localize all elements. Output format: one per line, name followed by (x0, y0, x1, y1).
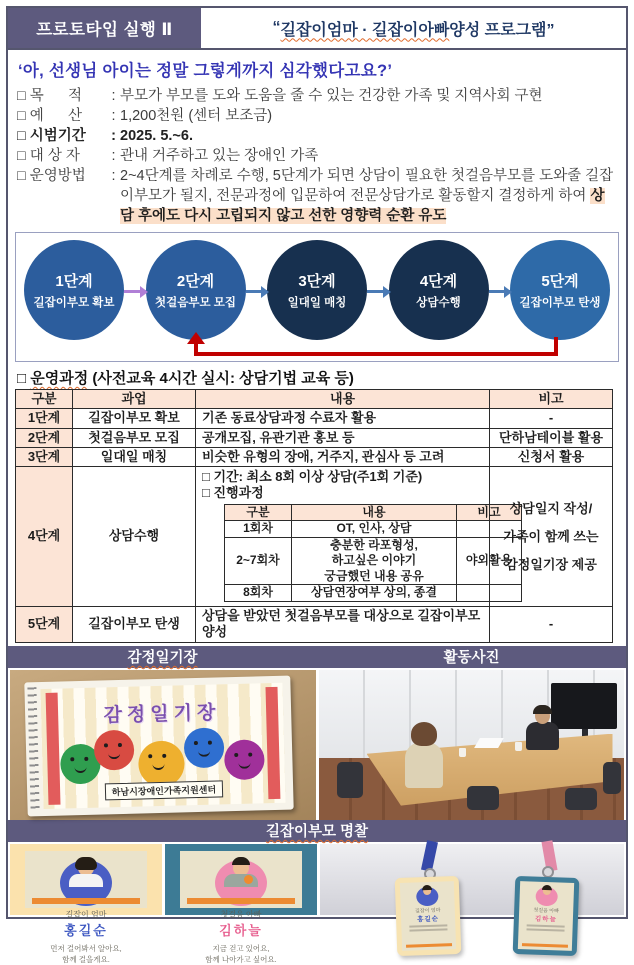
lanyard (421, 840, 438, 872)
photo-row-bottom (8, 842, 626, 964)
photo-header-bar (8, 646, 626, 668)
mouth-shape (108, 751, 120, 759)
info-text (120, 166, 617, 226)
task-cell: 길잡이부모 탄생 (73, 607, 196, 643)
table-row-stage4 (16, 467, 613, 607)
colon: : (111, 128, 116, 144)
flow-label: 길잡이부모 탄생 (519, 297, 601, 309)
text-line (527, 928, 565, 931)
note-line: 감정일기장 제공 (505, 556, 597, 572)
diary-cover-title: 감정일기장 (103, 701, 221, 726)
badge-accent-bar (406, 943, 452, 948)
avatar-head (423, 886, 431, 894)
note-cell: 단하남테이블 활용 (490, 428, 613, 447)
page-title (201, 8, 626, 48)
stage-cell: 4단계 (16, 467, 73, 607)
content-cell (196, 467, 513, 607)
heading-rest: (사전교육 4시간 실시: 상담기법 교육 등) (88, 370, 354, 387)
colon: : (111, 88, 116, 104)
method-text: 2~4단계를 차례로 수행, 5단계가 되면 상담이 필요한 첫걸음부모를 도와줄 길잡이부모가 될지, 전문과정에 입문하여 전문상담가로 활동할지 결정하게 하여 (120, 168, 614, 204)
eye-dot (234, 752, 238, 756)
orange-ball-icon (244, 875, 253, 884)
note-cell: - (490, 409, 613, 428)
colon: : (111, 168, 116, 184)
info-label: □ 운영방법 (17, 168, 86, 184)
badge-card-dad (165, 844, 317, 964)
badge-name: 김하늘 (219, 922, 263, 938)
note-cell (490, 467, 613, 607)
avatar-shoulders (69, 874, 103, 887)
badge-message-line: 지금 걷고 있어요, (212, 943, 270, 953)
col-header: 구분 (16, 390, 73, 409)
header-tag: 프로토타입 실행 Ⅱ (8, 8, 201, 48)
content-cell: 공개모집, 유관기관 홍보 등 (196, 428, 490, 447)
badge-name: 김하늘 (534, 915, 557, 923)
paper-cup (459, 748, 466, 757)
badge-accent-bar (522, 943, 568, 948)
flow-step-4 (389, 240, 489, 340)
badge-role: 첫걸음 아빠 (220, 909, 262, 919)
col-header: 비고 (490, 390, 613, 409)
content-line: 충분한 라포형성, (330, 537, 418, 552)
eye-dot (118, 743, 122, 747)
badge-message-line: 함께 나아가고 싶어요. (205, 954, 277, 964)
table-header-row (225, 504, 522, 521)
emotion-faces (59, 726, 266, 789)
flow-step-1 (24, 240, 124, 340)
office-chair (337, 762, 363, 798)
col-header: 내용 (292, 504, 457, 521)
badge-name: 홍길순 (64, 922, 108, 938)
info-row-target (17, 146, 617, 166)
note-cell: 야외활용 (457, 537, 522, 585)
feedback-arrow-head-icon (187, 332, 205, 344)
content-line: □ 진행과정 (202, 485, 264, 501)
content-line: 하고싶은 이야기 (331, 553, 417, 568)
task-cell: 상담수행 (73, 467, 196, 607)
session-cell: 8회차 (225, 585, 292, 602)
page-header (8, 8, 626, 50)
hanging-badges-photo (320, 844, 624, 923)
office-chair (565, 788, 597, 810)
flow-stage: 5단계 (541, 273, 579, 290)
activity-section-title (317, 646, 626, 667)
badge-accent-bar (187, 898, 295, 904)
person-figure (405, 742, 443, 788)
content-cell: 상담연장여부 상의, 종결 (292, 585, 457, 602)
content-line: 궁금했던 내용 공유 (324, 568, 424, 583)
emotion-face (224, 739, 265, 780)
task-cell: 일대일 매칭 (73, 447, 196, 466)
info-row-period (17, 126, 617, 146)
avatar-hair (422, 884, 432, 889)
flow-step-3 (267, 240, 367, 340)
content-cell: 비슷한 유형의 장애, 거주지, 관심사 등 고려 (196, 447, 490, 466)
table-header-row (16, 390, 613, 409)
session-table (224, 504, 522, 603)
info-row-purpose (17, 86, 617, 106)
avatar-hair (75, 857, 97, 870)
avatar (535, 886, 558, 906)
stage-cell: 5단계 (16, 607, 73, 643)
emotion-face (183, 727, 224, 768)
mouth-shape (152, 761, 164, 769)
spiral-binding (27, 687, 39, 811)
arrow-right-icon (246, 290, 268, 293)
photo-section (8, 646, 626, 964)
section-title-text: 길잡이부모 명찰 (265, 824, 369, 841)
stage-cell: 1단계 (16, 409, 73, 428)
info-row-method (17, 166, 617, 226)
flow-label: 일대일 매칭 (287, 297, 347, 309)
mouth-shape (198, 748, 210, 756)
arrow-right-icon (489, 290, 511, 293)
stage-cell: 3단계 (16, 447, 73, 466)
emotion-face (93, 729, 134, 770)
info-row-budget (17, 106, 617, 126)
info-label: □ 대 상 자 (17, 148, 80, 164)
section-title-text: 활동사진 (443, 650, 500, 667)
title-main: 길잡이엄마 · 길잡이아빠 (280, 21, 450, 39)
paper-cup (515, 742, 522, 751)
avatar-head (543, 886, 551, 894)
arrow-right-icon (124, 290, 146, 293)
task-cell: 첫걸음부모 모집 (73, 428, 196, 447)
flow-stage: 4단계 (419, 273, 458, 290)
info-text: 2025. 5.~6. (120, 128, 193, 144)
badge-message-line: 함께 걸을게요. (62, 954, 110, 964)
diary-photo (10, 670, 316, 820)
eye-dot (70, 757, 74, 761)
text-line (409, 924, 447, 927)
person-figure (533, 705, 552, 714)
stage-cell: 2단계 (16, 428, 73, 447)
avatar-hair (232, 857, 250, 865)
table-row (225, 521, 522, 538)
eye-dot (162, 753, 166, 757)
document-page (6, 6, 628, 964)
table-row (225, 537, 522, 585)
flow-label: 길잡이부모 확보 (33, 297, 115, 309)
badge-message (180, 943, 302, 965)
flow-steps (16, 233, 618, 340)
title-open-quote: “ (272, 19, 281, 36)
badge-name: 홍길순 (417, 915, 440, 923)
badge-message-line: 먼저 걸어봐서 알아요, (50, 943, 122, 953)
eye-dot (208, 740, 212, 744)
table-row (16, 409, 613, 428)
note-line: 가족이 함께 쓰는 (503, 528, 599, 544)
badge-inner-card (180, 851, 302, 964)
table-row (16, 447, 613, 466)
quote-text: ‘아, 선생님 아이는 정말 그렇게까지 심각했다고요?’ (18, 62, 393, 80)
col-header: 과업 (73, 390, 196, 409)
info-label: □ 시범기간 (17, 128, 86, 144)
content-cell (292, 537, 457, 585)
content-cell: OT, 인사, 상담 (292, 521, 457, 538)
method-highlight: 상담 후에도 다시 고립되지 않고 선한 영향력 순환 유도 (120, 188, 605, 224)
photo-row-top (8, 668, 626, 820)
person-figure (411, 722, 437, 746)
heading-prefix: □ (17, 370, 31, 387)
paper-sheet (474, 738, 504, 748)
flow-label: 첫걸음부모 모집 (155, 297, 236, 309)
badge-accent-bar (32, 898, 140, 904)
task-cell: 길잡이부모 확보 (73, 409, 196, 428)
badge-section-title (8, 820, 626, 841)
eye-dot (104, 743, 108, 747)
office-chair (467, 786, 499, 810)
col-header: 비고 (457, 504, 522, 521)
section-title-text: 감정일기장 (127, 650, 198, 667)
eye-dot (248, 752, 252, 756)
mouth-shape (238, 760, 250, 768)
mouth-shape (74, 764, 86, 772)
activity-photo (319, 670, 625, 820)
avatar-shoulders (224, 874, 258, 887)
feedback-arrow-segment (194, 352, 558, 356)
colon: : (111, 108, 116, 124)
badge-message (25, 943, 147, 965)
badge-inner-card (400, 881, 456, 951)
flow-stage: 1단계 (55, 273, 93, 290)
avatar (416, 886, 439, 906)
info-label: □ 예 산 (17, 108, 82, 124)
info-label: □ 목 적 (17, 88, 82, 104)
note-cell: - (490, 607, 613, 643)
col-header: 내용 (196, 390, 490, 409)
title-rest: 양성 프로그램” (449, 21, 555, 39)
office-chair (603, 762, 621, 794)
table-row (16, 607, 613, 643)
colon: : (111, 148, 116, 164)
badge-role: 첫걸음 아빠 (533, 907, 560, 915)
info-text: 1,200천원 (센터 보조금) (120, 108, 273, 124)
hanging-badge-mom (395, 875, 462, 955)
content-cell: 기존 동료상담과정 수료자 활용 (196, 409, 490, 428)
text-line (527, 924, 565, 927)
badge-clip (542, 866, 554, 878)
table-row (16, 428, 613, 447)
flow-label: 상담수행 (416, 297, 461, 309)
flow-step-2 (146, 240, 246, 340)
diary-notebook (24, 675, 293, 816)
badge-role: 길잡이 엄마 (65, 909, 107, 919)
session-cell: 1회차 (225, 521, 292, 538)
content-cell: 상담을 받았던 첫걸음부모를 대상으로 길잡이부모 양성 (196, 607, 490, 643)
flow-stage: 3단계 (298, 273, 336, 290)
info-text: 부모가 부모를 도와 도움을 줄 수 있는 건강한 가족 및 지역사회 구현 (120, 88, 543, 104)
session-cell: 2~7회차 (225, 537, 292, 585)
info-text: 관내 거주하고 있는 장애인 가족 (120, 148, 319, 164)
emotion-face (138, 740, 185, 787)
process-flow-diagram (15, 232, 619, 362)
col-header: 구분 (225, 504, 292, 521)
feedback-arrow-segment (194, 343, 198, 355)
eye-dot (194, 741, 198, 745)
avatar-hair (542, 884, 552, 889)
note-cell: 신청서 활용 (490, 447, 613, 466)
heading-word: 운영과정 (30, 370, 89, 387)
person-figure (526, 722, 559, 750)
text-line (410, 928, 448, 931)
note-line: 상담일지 작성/ (509, 500, 593, 516)
diary-section-title (8, 646, 317, 667)
info-list (8, 83, 626, 227)
tv-screen (551, 683, 617, 729)
notebook-cover (40, 682, 285, 808)
badge-inner-card (25, 851, 147, 964)
flow-stage: 2단계 (176, 273, 215, 290)
table-heading (17, 367, 617, 388)
badge-header-bar (8, 820, 626, 842)
process-table (15, 389, 613, 643)
flow-step-5 (510, 240, 610, 340)
badge-inner-card (518, 881, 574, 951)
content-line: □ 기간: 최소 8회 이상 상담(주1회 기준) (202, 469, 423, 484)
eye-dot (84, 756, 88, 760)
badge-card-mom (10, 844, 162, 964)
center-name-label: 하남시장애인가족지원센터 (105, 780, 224, 800)
hanging-badge-dad (513, 875, 580, 955)
table-row (225, 585, 522, 602)
badge-role: 길잡이 엄마 (414, 907, 441, 915)
arrow-right-icon (367, 290, 389, 293)
eye-dot (148, 754, 152, 758)
